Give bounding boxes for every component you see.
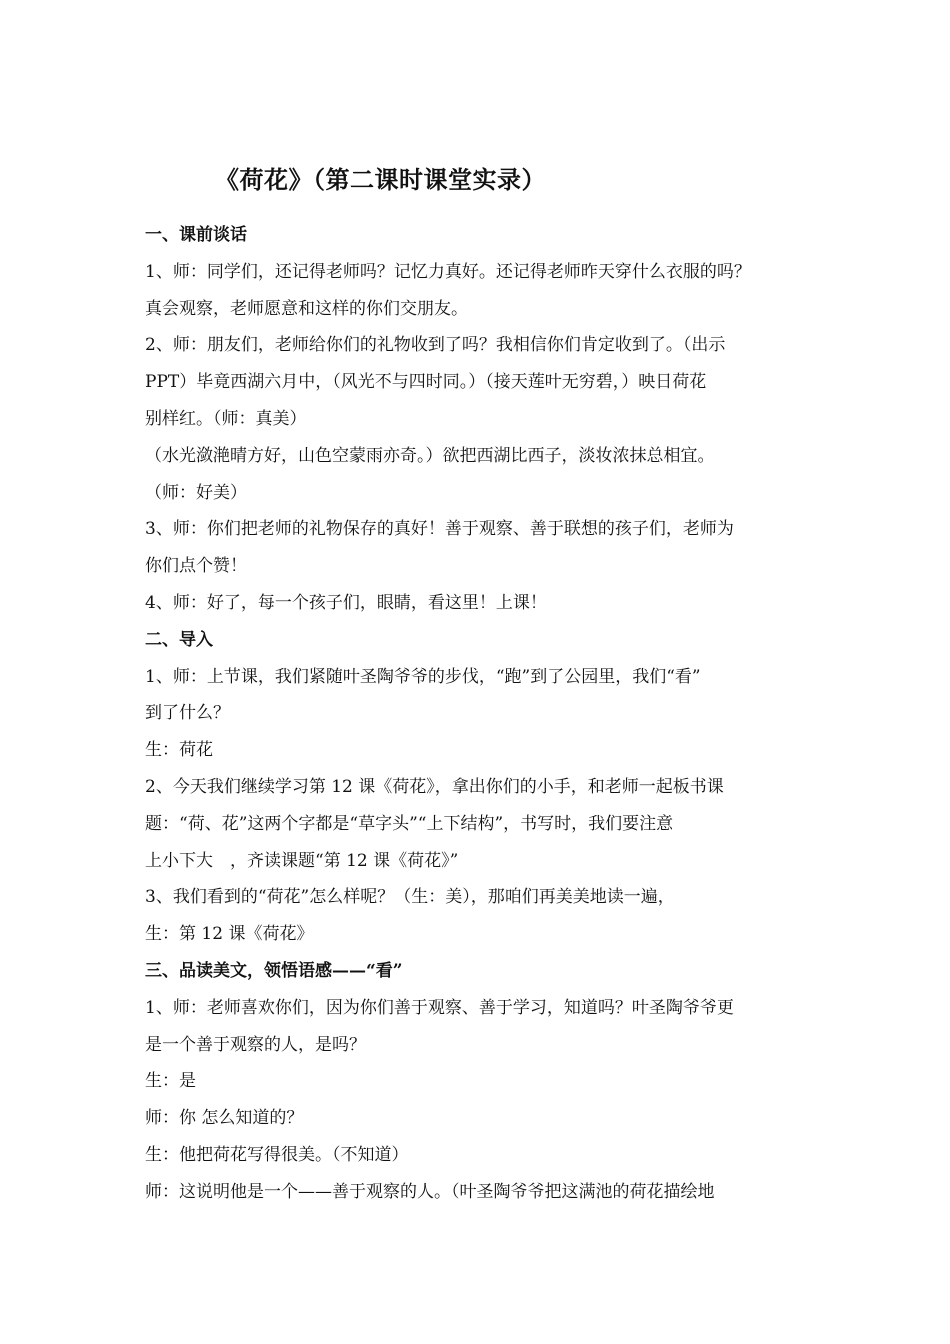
text-line: 师：你 怎么知道的？: [145, 1108, 304, 1129]
text-line: 2、今天我们继续学习第 12 课《荷花》，拿出你们的小手，和老师一起板书课: [145, 776, 724, 797]
section-heading: 三、品读美文，领悟语感——“看”: [145, 960, 403, 981]
text-line: 师：这说明他是一个——善于观察的人。（叶圣陶爷爷把这满池的荷花描绘地: [145, 1181, 715, 1202]
text-line: 生：他把荷花写得很美。（不知道）: [145, 1144, 409, 1165]
text-line: 生：荷花: [145, 740, 213, 761]
document-body: [145, 217, 835, 1211]
text-line: 真会观察，老师愿意和这样的你们交朋友。: [145, 298, 468, 319]
text-line: 1、师：同学们，还记得老师吗？记忆力真好。还记得老师昨天穿什么衣服的吗？: [145, 261, 751, 282]
text-line: （师：好美）: [145, 482, 247, 503]
section-heading: 二、导入: [145, 629, 213, 650]
section-heading: 一、课前谈话: [145, 225, 247, 245]
text-line: 是一个善于观察的人，是吗？: [145, 1034, 366, 1055]
text-line: （水光潋滟晴方好，山色空蒙雨亦奇。）欲把西湖比西子，淡妆浓抹总相宜。: [145, 445, 715, 466]
text-line: 别样红。（师：真美）: [145, 408, 307, 429]
text-line: 2、师：朋友们，老师给你们的礼物收到了吗？我相信你们肯定收到了。（出示: [145, 335, 726, 356]
text-line: 题：“荷、花”这两个字都是“草字头”“上下结构”，书写时，我们要注意: [145, 813, 674, 834]
text-line: 你们点个赞！: [145, 556, 247, 577]
text-line: 1、师：老师喜欢你们，因为你们善于观察、善于学习，知道吗？叶圣陶爷爷更: [145, 997, 734, 1018]
text-line: 生：第 12 课《荷花》: [145, 924, 314, 945]
text-line: 3、我们看到的“荷花”怎么样呢？（生：美），那咱们再美美地读一遍，: [145, 887, 675, 908]
text-line: 4、师：好了，每一个孩子们，眼睛，看这里！上课！: [145, 592, 547, 613]
text-line: PPT）毕竟西湖六月中，（风光不与四时同。）（接天莲叶无穷碧，）映日荷花: [145, 372, 707, 393]
text-line: 生：是: [145, 1071, 196, 1092]
text-line: 上小下大 ，齐读课题“第 12 课《荷花》”: [145, 850, 459, 871]
text-line: 3、师：你们把老师的礼物保存的真好！善于观察、善于联想的孩子们，老师为: [145, 519, 734, 540]
text-line: 1、师：上节课，我们紧随叶圣陶爷爷的步伐，“跑”到了公园里，我们“看”: [145, 666, 701, 687]
document-title: 《荷花》（第二课时课堂实录）: [215, 165, 546, 194]
text-line: 到了什么？: [145, 703, 230, 724]
